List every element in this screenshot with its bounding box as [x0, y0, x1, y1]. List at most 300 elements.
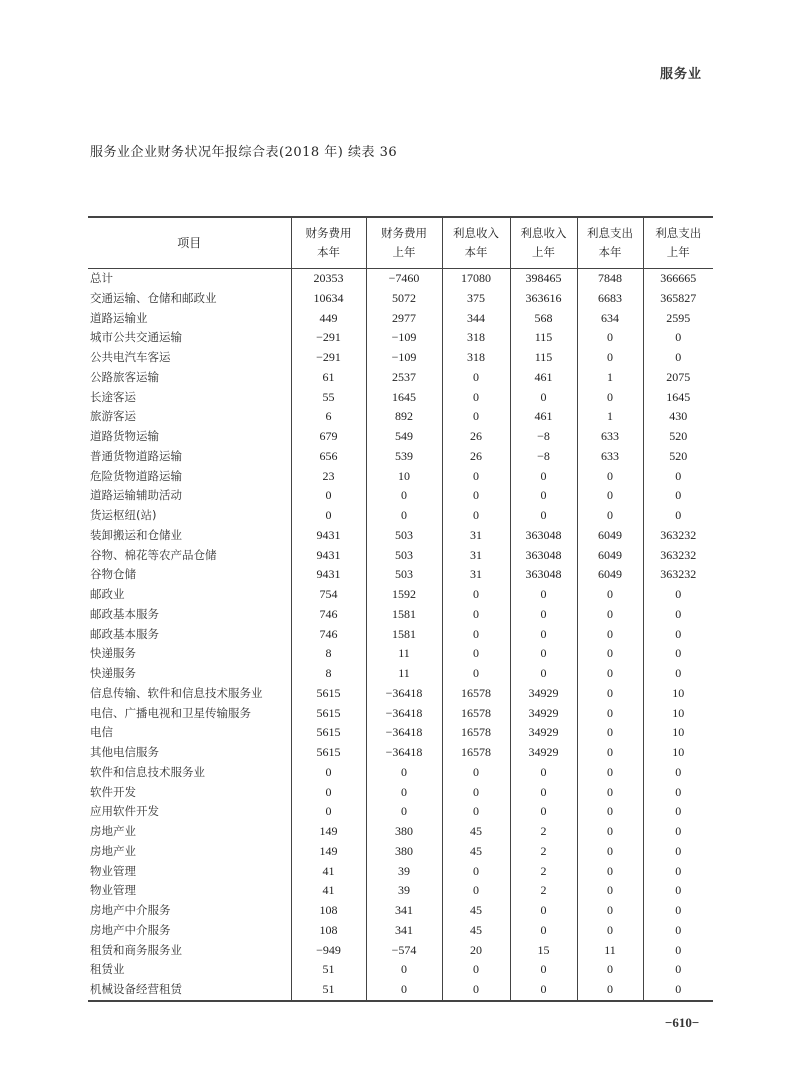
- cell-value: 0: [577, 486, 643, 506]
- cell-value: 0: [643, 348, 713, 368]
- column-header-line1: 项目: [177, 235, 202, 250]
- cell-value: −109: [366, 328, 442, 348]
- row-label: 房地产中介服务: [90, 922, 171, 937]
- row-label: 货运枢纽(站): [90, 508, 157, 522]
- row-label: 装卸搬运和仓储业: [90, 527, 182, 542]
- cell-value: 0: [643, 664, 713, 684]
- cell-value: 0: [510, 506, 577, 526]
- table-row: [88, 427, 713, 447]
- cell-value: 0: [643, 763, 713, 783]
- column-header: [643, 217, 713, 269]
- cell-value: 634: [577, 309, 643, 329]
- cell-value: 6049: [577, 565, 643, 585]
- cell-value: 0: [643, 486, 713, 506]
- row-label: 邮政基本服务: [90, 626, 159, 641]
- cell-value: 363616: [510, 289, 577, 309]
- cell-value: 0: [577, 644, 643, 664]
- table-row: [88, 289, 713, 309]
- column-header: [366, 217, 442, 269]
- cell-value: 0: [643, 901, 713, 921]
- cell-value: 31: [442, 546, 510, 566]
- cell-value: 108: [291, 921, 366, 941]
- cell-value: 16578: [442, 723, 510, 743]
- cell-value: 0: [442, 605, 510, 625]
- cell-value: 365827: [643, 289, 713, 309]
- row-label: 公共电汽车客运: [90, 350, 171, 364]
- row-label: 总计: [90, 271, 113, 285]
- cell-value: 23: [291, 467, 366, 487]
- cell-value: 1: [577, 368, 643, 388]
- cell-value: 34929: [510, 704, 577, 724]
- cell-value: 10: [643, 723, 713, 743]
- cell-value: 7848: [577, 269, 643, 289]
- row-label: 普通货物道路运输: [90, 448, 182, 463]
- row-label: 电信、广播电视和卫星传输服务: [90, 705, 251, 720]
- row-label: 道路运输辅助活动: [90, 488, 182, 503]
- cell-value: 363048: [510, 526, 577, 546]
- row-label: 快递服务: [90, 666, 136, 680]
- cell-value: 0: [442, 506, 510, 526]
- row-label: 快递服务: [90, 646, 136, 661]
- table-row: [88, 881, 713, 901]
- cell-value: 2: [510, 881, 577, 901]
- cell-value: 0: [366, 802, 442, 822]
- table-row: [88, 506, 713, 526]
- cell-value: 363232: [643, 565, 713, 585]
- cell-value: 2595: [643, 309, 713, 329]
- cell-value: 115: [510, 328, 577, 348]
- table-row: [88, 802, 713, 822]
- cell-value: 2537: [366, 368, 442, 388]
- cell-value: 20353: [291, 269, 366, 289]
- column-header-item: [88, 217, 291, 269]
- cell-value: 2977: [366, 309, 442, 329]
- table-row: [88, 941, 713, 961]
- cell-value: 31: [442, 526, 510, 546]
- cell-value: 549: [366, 427, 442, 447]
- cell-value: 0: [643, 941, 713, 961]
- cell-value: 34929: [510, 723, 577, 743]
- cell-value: −36418: [366, 723, 442, 743]
- cell-value: 461: [510, 407, 577, 427]
- cell-value: 0: [577, 506, 643, 526]
- cell-value: 0: [510, 585, 577, 605]
- cell-value: −574: [366, 941, 442, 961]
- cell-value: 31: [442, 565, 510, 585]
- cell-value: 2075: [643, 368, 713, 388]
- column-header: [291, 217, 366, 269]
- cell-value: 8: [291, 644, 366, 664]
- cell-value: 0: [643, 881, 713, 901]
- cell-value: 5615: [291, 704, 366, 724]
- cell-value: 0: [577, 862, 643, 882]
- cell-value: 0: [442, 960, 510, 980]
- cell-value: 0: [366, 980, 442, 1001]
- cell-value: 366665: [643, 269, 713, 289]
- table-row: [88, 822, 713, 842]
- table-row: [88, 565, 713, 585]
- cell-value: 0: [577, 625, 643, 645]
- column-header-line1: 利息收入: [453, 226, 499, 240]
- cell-value: −8: [510, 427, 577, 447]
- cell-value: 5615: [291, 723, 366, 743]
- cell-value: 9431: [291, 546, 366, 566]
- running-head: 服务业: [660, 67, 703, 82]
- row-label: 道路运输业: [90, 310, 148, 325]
- cell-value: 1592: [366, 585, 442, 605]
- cell-value: 0: [442, 625, 510, 645]
- cell-value: 503: [366, 546, 442, 566]
- cell-value: 26: [442, 447, 510, 467]
- table-row: [88, 348, 713, 368]
- cell-value: 34929: [510, 684, 577, 704]
- cell-value: 0: [577, 664, 643, 684]
- cell-value: 5072: [366, 289, 442, 309]
- row-label: 软件开发: [90, 784, 136, 799]
- cell-value: 6049: [577, 526, 643, 546]
- cell-value: 11: [366, 644, 442, 664]
- cell-value: 0: [643, 802, 713, 822]
- cell-value: 0: [577, 388, 643, 408]
- table-row: [88, 743, 713, 763]
- cell-value: 0: [510, 664, 577, 684]
- cell-value: 11: [577, 941, 643, 961]
- cell-value: 520: [643, 427, 713, 447]
- cell-value: 6049: [577, 546, 643, 566]
- cell-value: 0: [442, 388, 510, 408]
- cell-value: 0: [510, 980, 577, 1001]
- cell-value: 0: [643, 862, 713, 882]
- table-row: [88, 723, 713, 743]
- cell-value: 0: [510, 921, 577, 941]
- cell-value: 1581: [366, 625, 442, 645]
- cell-value: 0: [442, 862, 510, 882]
- table-row: [88, 328, 713, 348]
- cell-value: 520: [643, 447, 713, 467]
- row-label: 应用软件开发: [90, 804, 159, 819]
- cell-value: 892: [366, 407, 442, 427]
- table-row: [88, 684, 713, 704]
- cell-value: 45: [442, 921, 510, 941]
- cell-value: 0: [643, 921, 713, 941]
- cell-value: 0: [366, 960, 442, 980]
- row-label: 邮政基本服务: [90, 606, 159, 621]
- cell-value: −949: [291, 941, 366, 961]
- cell-value: 1581: [366, 605, 442, 625]
- financial-table-container: [88, 216, 713, 1002]
- cell-value: 5615: [291, 684, 366, 704]
- row-label: 软件和信息技术服务业: [90, 764, 205, 779]
- column-header: [442, 217, 510, 269]
- cell-value: 45: [442, 822, 510, 842]
- cell-value: 0: [442, 980, 510, 1001]
- cell-value: 0: [366, 486, 442, 506]
- cell-value: 0: [643, 506, 713, 526]
- row-label: 城市公共交通运输: [90, 330, 182, 345]
- cell-value: 0: [442, 368, 510, 388]
- cell-value: 0: [643, 605, 713, 625]
- cell-value: 0: [643, 783, 713, 803]
- cell-value: 41: [291, 881, 366, 901]
- cell-value: 16578: [442, 704, 510, 724]
- cell-value: 568: [510, 309, 577, 329]
- cell-value: 633: [577, 427, 643, 447]
- column-header-line1: 利息支出: [587, 226, 633, 240]
- cell-value: 341: [366, 901, 442, 921]
- cell-value: 318: [442, 348, 510, 368]
- table-body: [88, 269, 713, 1001]
- row-label: 房地产业: [90, 824, 136, 838]
- cell-value: 15: [510, 941, 577, 961]
- cell-value: 0: [577, 960, 643, 980]
- table-row: [88, 664, 713, 684]
- column-header-line2: 上年: [666, 245, 690, 259]
- cell-value: 0: [577, 842, 643, 862]
- cell-value: 363048: [510, 565, 577, 585]
- cell-value: 746: [291, 605, 366, 625]
- cell-value: 55: [291, 388, 366, 408]
- table-row: [88, 901, 713, 921]
- cell-value: 363232: [643, 546, 713, 566]
- row-label: 房地产业: [90, 843, 136, 858]
- cell-value: 0: [442, 467, 510, 487]
- cell-value: 633: [577, 447, 643, 467]
- cell-value: 10: [643, 684, 713, 704]
- cell-value: 461: [510, 368, 577, 388]
- cell-value: 0: [577, 802, 643, 822]
- row-label: 道路货物运输: [90, 429, 159, 443]
- cell-value: 45: [442, 901, 510, 921]
- cell-value: 0: [442, 644, 510, 664]
- cell-value: 2: [510, 822, 577, 842]
- cell-value: 0: [577, 763, 643, 783]
- cell-value: 0: [442, 486, 510, 506]
- cell-value: 341: [366, 921, 442, 941]
- table-row: [88, 960, 713, 980]
- cell-value: 17080: [442, 269, 510, 289]
- cell-value: 0: [442, 664, 510, 684]
- cell-value: 9431: [291, 565, 366, 585]
- cell-value: 51: [291, 960, 366, 980]
- table-row: [88, 309, 713, 329]
- table-row: [88, 368, 713, 388]
- cell-value: 39: [366, 862, 442, 882]
- column-header-line2: 上年: [532, 245, 555, 259]
- table-title: 服务业企业财务状况年报综合表(2018 年) 续表 36: [90, 145, 398, 160]
- row-label: 租赁业: [90, 962, 125, 977]
- cell-value: 10: [643, 743, 713, 763]
- cell-value: 746: [291, 625, 366, 645]
- cell-value: 26: [442, 427, 510, 447]
- cell-value: 0: [577, 980, 643, 1001]
- column-header: [577, 217, 643, 269]
- cell-value: 0: [577, 467, 643, 487]
- cell-value: 0: [643, 960, 713, 980]
- row-label: 其他电信服务: [90, 745, 159, 759]
- column-header-line2: 上年: [392, 245, 416, 259]
- table-row: [88, 625, 713, 645]
- cell-value: 0: [366, 763, 442, 783]
- table-row: [88, 407, 713, 427]
- cell-value: 0: [643, 842, 713, 862]
- cell-value: 0: [577, 901, 643, 921]
- cell-value: 0: [510, 901, 577, 921]
- table-row: [88, 704, 713, 724]
- cell-value: 1645: [643, 388, 713, 408]
- cell-value: 679: [291, 427, 366, 447]
- cell-value: 0: [442, 585, 510, 605]
- table-row: [88, 644, 713, 664]
- column-header-line1: 财务费用: [305, 226, 352, 240]
- cell-value: 0: [577, 783, 643, 803]
- cell-value: 2: [510, 842, 577, 862]
- row-label: 物业管理: [90, 863, 136, 878]
- cell-value: 0: [366, 783, 442, 803]
- row-label: 机械设备经营租赁: [90, 982, 182, 996]
- cell-value: 0: [442, 881, 510, 901]
- cell-value: 0: [291, 486, 366, 506]
- cell-value: 0: [577, 684, 643, 704]
- row-label: 谷物仓储: [90, 567, 136, 582]
- cell-value: 0: [577, 328, 643, 348]
- table-row: [88, 585, 713, 605]
- table-row: [88, 763, 713, 783]
- cell-value: 0: [510, 605, 577, 625]
- cell-value: 503: [366, 565, 442, 585]
- cell-value: 1645: [366, 388, 442, 408]
- row-label: 邮政业: [90, 587, 125, 601]
- cell-value: 0: [510, 388, 577, 408]
- cell-value: 449: [291, 309, 366, 329]
- cell-value: 380: [366, 822, 442, 842]
- cell-value: −36418: [366, 704, 442, 724]
- cell-value: 45: [442, 842, 510, 862]
- cell-value: −8: [510, 447, 577, 467]
- cell-value: 0: [577, 605, 643, 625]
- cell-value: 0: [442, 407, 510, 427]
- cell-value: −109: [366, 348, 442, 368]
- cell-value: 0: [643, 328, 713, 348]
- column-header-line2: 本年: [464, 245, 488, 259]
- column-header-line1: 利息收入: [520, 226, 567, 240]
- row-label: 电信: [90, 725, 113, 740]
- column-header-line2: 本年: [598, 245, 622, 259]
- cell-value: 108: [291, 901, 366, 921]
- cell-value: −36418: [366, 684, 442, 704]
- table-row: [88, 546, 713, 566]
- cell-value: 0: [643, 467, 713, 487]
- cell-value: 430: [643, 407, 713, 427]
- cell-value: 5615: [291, 743, 366, 763]
- cell-value: 34929: [510, 743, 577, 763]
- cell-value: 0: [577, 921, 643, 941]
- cell-value: 0: [442, 783, 510, 803]
- cell-value: 0: [366, 506, 442, 526]
- table-row: [88, 467, 713, 487]
- cell-value: 344: [442, 309, 510, 329]
- cell-value: 16578: [442, 684, 510, 704]
- cell-value: 0: [577, 723, 643, 743]
- cell-value: 0: [291, 783, 366, 803]
- cell-value: 0: [577, 348, 643, 368]
- cell-value: −36418: [366, 743, 442, 763]
- cell-value: 398465: [510, 269, 577, 289]
- table-row: [88, 842, 713, 862]
- cell-value: 0: [291, 763, 366, 783]
- cell-value: 16578: [442, 743, 510, 763]
- row-label: 长途客运: [90, 389, 136, 404]
- cell-value: 51: [291, 980, 366, 1001]
- row-label: 物业管理: [90, 883, 136, 898]
- cell-value: 0: [510, 802, 577, 822]
- table-row: [88, 921, 713, 941]
- cell-value: 0: [643, 644, 713, 664]
- row-label: 信息传输、软件和信息技术服务业: [90, 685, 263, 700]
- cell-value: 0: [510, 467, 577, 487]
- row-label: 谷物、棉花等农产品仓储: [90, 547, 217, 562]
- table-row: [88, 269, 713, 289]
- row-label: 房地产中介服务: [90, 903, 171, 917]
- table-header: [88, 217, 713, 269]
- cell-value: 0: [442, 802, 510, 822]
- page-number: −610−: [665, 1015, 700, 1030]
- cell-value: 20: [442, 941, 510, 961]
- column-header: [510, 217, 577, 269]
- header-row: [88, 217, 713, 269]
- cell-value: 6683: [577, 289, 643, 309]
- cell-value: 8: [291, 664, 366, 684]
- table-row: [88, 388, 713, 408]
- cell-value: 1: [577, 407, 643, 427]
- cell-value: 39: [366, 881, 442, 901]
- cell-value: −291: [291, 348, 366, 368]
- cell-value: 0: [643, 585, 713, 605]
- cell-value: 0: [510, 644, 577, 664]
- cell-value: 754: [291, 585, 366, 605]
- cell-value: 0: [643, 980, 713, 1001]
- row-label: 公路旅客运输: [90, 369, 159, 384]
- cell-value: 0: [577, 743, 643, 763]
- cell-value: 0: [510, 486, 577, 506]
- cell-value: 0: [577, 822, 643, 842]
- cell-value: −291: [291, 328, 366, 348]
- table-row: [88, 862, 713, 882]
- cell-value: 0: [442, 763, 510, 783]
- cell-value: 6: [291, 407, 366, 427]
- row-label: 租赁和商务服务业: [90, 942, 182, 957]
- cell-value: 0: [291, 506, 366, 526]
- cell-value: 115: [510, 348, 577, 368]
- cell-value: 41: [291, 862, 366, 882]
- cell-value: 0: [577, 585, 643, 605]
- cell-value: 149: [291, 842, 366, 862]
- cell-value: 0: [510, 625, 577, 645]
- cell-value: 539: [366, 447, 442, 467]
- cell-value: 380: [366, 842, 442, 862]
- cell-value: 10: [366, 467, 442, 487]
- cell-value: 10: [643, 704, 713, 724]
- table-row: [88, 447, 713, 467]
- cell-value: 363048: [510, 546, 577, 566]
- column-header-line1: 利息支出: [655, 226, 702, 240]
- cell-value: 0: [510, 960, 577, 980]
- row-label: 危险货物道路运输: [90, 468, 182, 483]
- row-label: 旅游客运: [90, 409, 136, 424]
- cell-value: 375: [442, 289, 510, 309]
- cell-value: 149: [291, 822, 366, 842]
- cell-value: 0: [291, 802, 366, 822]
- table-row: [88, 526, 713, 546]
